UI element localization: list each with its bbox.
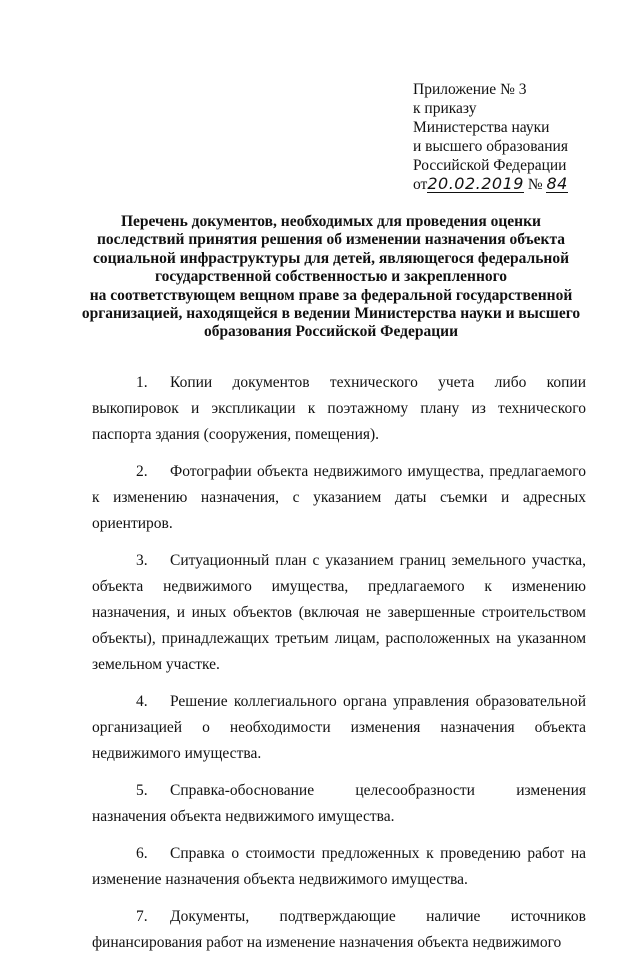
document-title	[76, 213, 586, 342]
list-item-text: Фотографии объекта недвижимого имущества, предлагаемого к изменению назначения, с указанием даты съемки и адресных ориентиров.	[92, 463, 586, 532]
list-item-text: Ситуационный план с указанием границ земельного участка, объекта недвижимого имущества, предлагаемого к изменению назначения, и иных объектов (включая не завершенные строительством объекты), принадлежащих третьим лицам, расположенных на указанном земельном участке.	[92, 552, 586, 673]
list-item	[92, 548, 586, 678]
list-item	[92, 778, 586, 830]
list-item-text: Копии документов технического учета либо копии выкопировок и экспликации к поэтажному плану из технического паспорта здания (сооружения, помещения).	[92, 374, 586, 443]
list-item-text: Документы, подтверждающие наличие источников финансирования работ на изменение назначения объекта недвижимого	[92, 908, 586, 951]
list-item-number: 4.	[136, 693, 148, 710]
title-line: Перечень документов, необходимых для проведения оценки	[121, 213, 541, 230]
appendix-block	[413, 80, 613, 194]
list-item	[92, 689, 586, 767]
appendix-country-line: Российской Федерации	[413, 157, 567, 174]
list-item-number: 5.	[136, 782, 148, 799]
list-item-number: 2.	[136, 463, 148, 480]
list-item-number: 1.	[136, 374, 148, 391]
list-item	[92, 904, 586, 956]
list-item	[92, 841, 586, 893]
title-line: на соответствующем вещном праве за федеральной государственной	[89, 286, 573, 304]
appendix-date-line	[413, 175, 613, 194]
date-prefix: от	[413, 176, 428, 193]
list-item-text: Справка-обоснование целесообразности изменения назначения объекта недвижимого имущества.	[92, 782, 586, 825]
list-item	[92, 370, 586, 448]
appendix-ministry-line: Министерства науки	[413, 119, 550, 136]
appendix-ministry-line: и высшего образования	[413, 138, 568, 155]
appendix-title: Приложение № 3	[413, 81, 527, 98]
document-list	[92, 370, 586, 956]
list-item-text: Решение коллегиального органа управления образовательной организацией о необходимости изменения назначения объекта недвижимого имущества.	[92, 693, 586, 762]
handwritten-number: 84	[546, 174, 568, 193]
number-prefix: №	[527, 176, 543, 193]
appendix-order-ref: к приказу	[413, 100, 477, 117]
title-line: последствий принятия решения об изменении назначения объекта	[96, 231, 566, 249]
list-item	[92, 459, 586, 537]
title-line: образования Российской Федерации	[203, 323, 459, 341]
list-item-text: Справка о стоимости предложенных к проведению работ на изменение назначения объекта недвижимого имущества.	[92, 845, 586, 888]
list-item-number: 6.	[136, 845, 148, 862]
title-line: социальной инфраструктуры для детей, являющегося федеральной	[92, 249, 570, 267]
title-line: организацией, находящейся в ведении Министерства науки и высшего	[81, 305, 581, 323]
title-line: государственной собственностью и закрепленного	[154, 268, 508, 286]
list-item-number: 3.	[136, 552, 148, 569]
list-item-number: 7.	[136, 908, 148, 925]
handwritten-date: 20.02.2019	[427, 174, 524, 193]
